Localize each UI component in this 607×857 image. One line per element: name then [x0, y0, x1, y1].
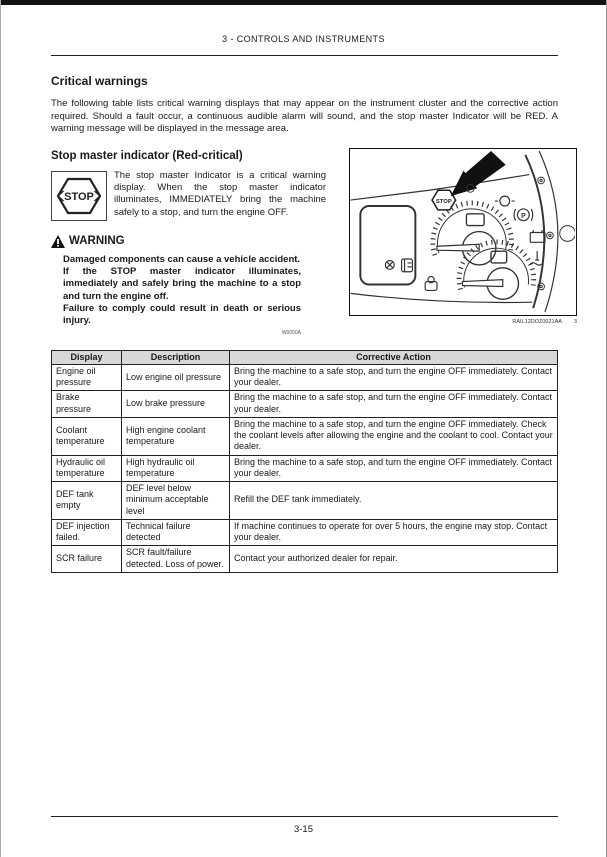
warning-line: Damaged components can cause a vehicle accident.	[63, 253, 301, 265]
figure-caption	[342, 319, 577, 325]
cell-description: High hydraulic oil temperature	[122, 455, 230, 482]
section-intro: The following table lists critical warning displays that may appear on the instrument cluster and the corrective action required. Should a fault occur, a continuous audible alarm will sound, and the stop master Indicator will be RED. A warning message will be displayed in the message area.	[51, 98, 558, 135]
svg-text:STOP: STOP	[64, 190, 94, 203]
cell-display: DEF injection failed.	[52, 519, 122, 546]
cell-action: Contact your authorized dealer for repair.	[230, 546, 558, 573]
table-row	[52, 455, 558, 482]
critical-warnings-table	[51, 350, 558, 573]
cell-description: Low brake pressure	[122, 391, 230, 418]
stop-indicator-symbol	[432, 190, 456, 210]
table-header-row	[52, 350, 558, 364]
cell-action: Bring the machine to a safe stop, and turn the engine OFF immediately. Check the coolant levels after allowing the engine and the coolant to cool. Contact your dealer.	[230, 417, 558, 455]
warning-reference-code: W0050A	[281, 329, 301, 336]
col-header-description: Description	[122, 350, 230, 364]
parking-brake-icon	[514, 209, 533, 221]
stop-master-heading: Stop master indicator (Red-critical)	[51, 149, 243, 162]
cell-action: Refill the DEF tank immediately.	[230, 482, 558, 520]
section-title: Critical warnings	[51, 74, 148, 88]
cell-display: SCR failure	[52, 546, 122, 573]
table-row	[52, 482, 558, 520]
coolant-temperature-icon	[530, 251, 542, 265]
col-header-display: Display	[52, 350, 122, 364]
svg-text:P: P	[521, 212, 526, 220]
cell-action: Bring the machine to a safe stop, and turn the engine OFF immediately. Contact your dealer.	[230, 391, 558, 418]
running-header: 3 - CONTROLS AND INSTRUMENTS	[222, 34, 385, 44]
warning-block	[51, 235, 334, 336]
page-number: 3-15	[293, 824, 313, 835]
upper-gauge	[433, 203, 512, 265]
message-display	[360, 206, 415, 285]
table-row	[52, 417, 558, 455]
pointer-arrow-icon	[451, 151, 506, 196]
warning-line: If the STOP master indicator illuminates, immediately and safely bring the machine to a stop and turn the engine off.	[63, 265, 301, 302]
page-top-edge	[1, 0, 606, 5]
footer-divider	[51, 816, 558, 817]
svg-text:STOP: STOP	[435, 198, 452, 205]
table-row	[52, 546, 558, 573]
battery-icon	[530, 230, 545, 242]
header-divider	[51, 55, 558, 56]
stop-sign-icon	[51, 171, 107, 221]
cell-description: DEF level below minimum acceptable level	[122, 482, 230, 520]
warning-line: Failure to comply could result in death or serious injury.	[63, 302, 301, 327]
table-row	[52, 391, 558, 418]
figure-code: RAIL12DOZ0021AA	[512, 318, 562, 325]
col-header-corrective-action: Corrective Action	[230, 350, 558, 364]
glow-plug-icon	[385, 260, 394, 269]
left-column	[51, 148, 334, 336]
figure-number: 3	[573, 318, 577, 325]
work-light-icon	[402, 259, 413, 272]
cell-display: Hydraulic oil temperature	[52, 455, 122, 482]
engine-oil-icon	[495, 196, 515, 206]
cell-display: DEF tank empty	[52, 482, 122, 520]
stop-master-description: The stop master Indicator is a critical warning display. When the stop master indicator illuminates, IMMEDIATELY bring the machine safely to a stop, and turn the engine OFF.	[114, 169, 326, 218]
two-column-region	[51, 148, 577, 336]
warning-heading	[51, 235, 334, 248]
cell-description: High engine coolant temperature	[122, 417, 230, 455]
transmission-icon	[425, 276, 437, 290]
instrument-cluster-figure	[349, 148, 577, 316]
cell-description: SCR fault/failure detected. Loss of power.	[122, 546, 230, 573]
cell-display: Engine oil pressure	[52, 364, 122, 391]
cell-display: Brake pressure	[52, 391, 122, 418]
cell-display: Coolant temperature	[52, 417, 122, 455]
cell-action: Bring the machine to a safe stop, and turn the engine OFF immediately. Contact your dealer.	[230, 364, 558, 391]
warning-title: WARNING	[69, 235, 125, 248]
cell-description: Technical failure detected	[122, 519, 230, 546]
cell-description: Low engine oil pressure	[122, 364, 230, 391]
page-content	[51, 68, 577, 573]
stop-indicator-row	[51, 170, 334, 221]
warning-body	[63, 254, 301, 328]
table-row	[52, 364, 558, 391]
warning-triangle-icon	[51, 235, 65, 248]
table-row	[52, 519, 558, 546]
cell-action: Bring the machine to a safe stop, and turn the engine OFF immediately. Contact your dealer.	[230, 455, 558, 482]
cell-action: If machine continues to operate for over 5 hours, the engine may stop. Contact your dealer.	[230, 519, 558, 546]
right-column	[334, 148, 577, 336]
